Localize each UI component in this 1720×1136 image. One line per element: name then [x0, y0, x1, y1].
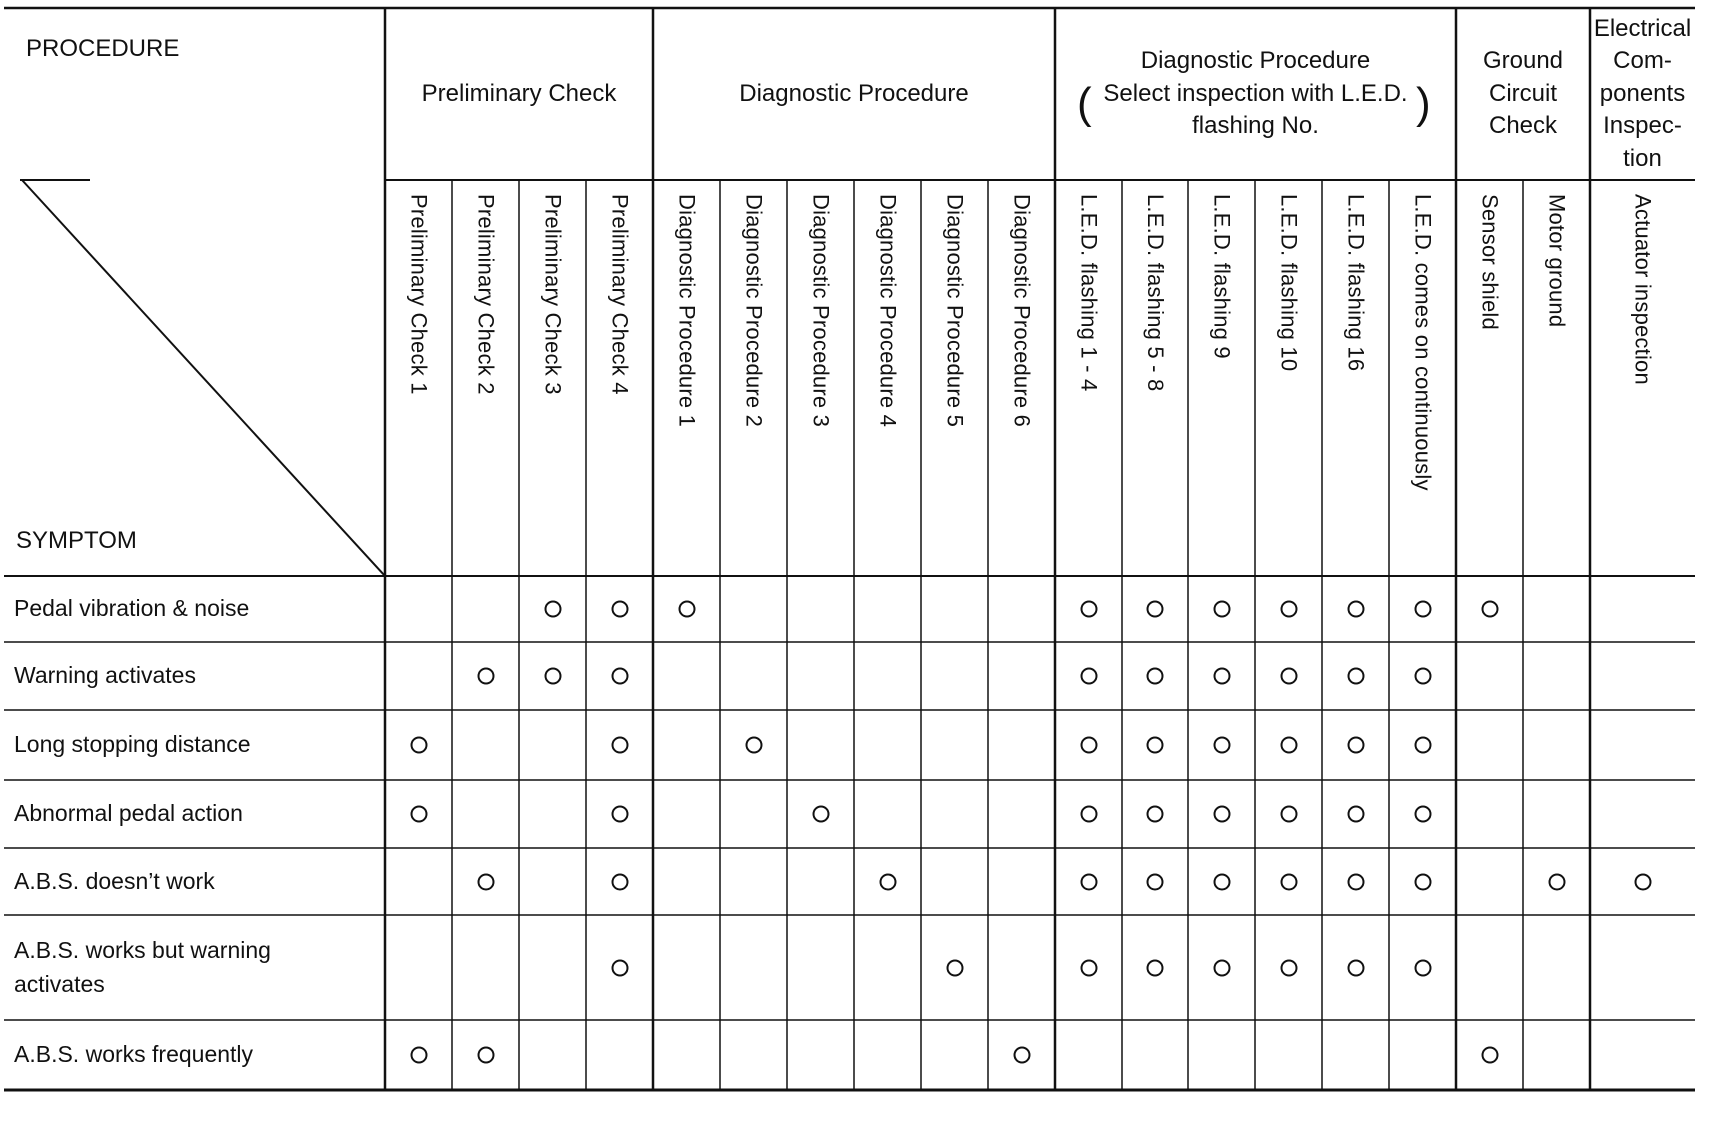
- check-circle-mark: [1080, 806, 1097, 823]
- column-header-5: [653, 180, 720, 576]
- check-circle-mark: [544, 668, 561, 685]
- column-header-label: L.E.D. flashing 10: [1276, 194, 1302, 372]
- check-circle-mark: [1013, 1047, 1030, 1064]
- check-circle-mark: [1347, 806, 1364, 823]
- check-circle-mark: [745, 737, 762, 754]
- group-header-2: Diagnostic Procedure: [739, 79, 969, 107]
- symptom-label: A.B.S. doesn’t work: [14, 867, 215, 894]
- check-circle-mark: [1280, 601, 1297, 618]
- column-header-label: Diagnostic Procedure 3: [808, 194, 834, 428]
- check-circle-mark: [1147, 737, 1164, 754]
- column-header-6: [720, 180, 787, 576]
- check-circle-mark: [611, 737, 628, 754]
- group-header-3: Diagnostic Procedure Select inspection with L.E.D. flashing No.: [1103, 47, 1408, 140]
- check-circle-mark: [1080, 737, 1097, 754]
- check-circle-mark: [1414, 806, 1431, 823]
- column-header-label: Motor ground: [1544, 194, 1570, 328]
- symptom-label: Warning activates: [14, 662, 196, 689]
- column-header-8: [854, 180, 921, 576]
- check-circle-mark: [477, 873, 494, 890]
- check-circle-mark: [1347, 737, 1364, 754]
- check-circle-mark: [678, 601, 695, 618]
- column-header-label: Actuator inspection: [1630, 194, 1656, 385]
- header-diagonal-line: [22, 180, 385, 576]
- symptom-header-label: SYMPTOM: [16, 527, 137, 554]
- check-circle-mark: [1213, 737, 1230, 754]
- symptom-label: Long stopping distance: [14, 731, 251, 758]
- check-circle-mark: [1481, 1047, 1498, 1064]
- check-circle-mark: [1147, 601, 1164, 618]
- check-circle-mark: [1280, 806, 1297, 823]
- column-header-3: [519, 180, 586, 576]
- column-header-14: [1255, 180, 1322, 576]
- column-header-label: L.E.D. comes on continuously: [1410, 194, 1436, 491]
- check-circle-mark: [1213, 806, 1230, 823]
- check-circle-mark: [879, 873, 896, 890]
- check-circle-mark: [611, 601, 628, 618]
- check-circle-mark: [1280, 873, 1297, 890]
- column-header-10: [988, 180, 1055, 576]
- check-circle-mark: [1347, 873, 1364, 890]
- check-circle-mark: [1548, 873, 1565, 890]
- column-header-12: [1122, 180, 1188, 576]
- check-circle-mark: [1147, 806, 1164, 823]
- check-circle-mark: [1080, 959, 1097, 976]
- column-header-13: [1188, 180, 1255, 576]
- check-circle-mark: [946, 959, 963, 976]
- check-circle-mark: [1147, 959, 1164, 976]
- check-circle-mark: [1213, 873, 1230, 890]
- column-header-11: [1055, 180, 1122, 576]
- check-circle-mark: [1414, 601, 1431, 618]
- column-header-label: Diagnostic Procedure 6: [1009, 194, 1035, 428]
- check-circle-mark: [1414, 737, 1431, 754]
- column-header-1: [385, 180, 452, 576]
- group-header-5: Electrical Com- ponents Inspec- tion: [1593, 15, 1692, 172]
- column-header-2: [452, 180, 519, 576]
- column-header-16: [1389, 180, 1456, 576]
- column-header-label: Preliminary Check 1: [406, 194, 432, 395]
- check-circle-mark: [1213, 668, 1230, 685]
- check-circle-mark: [1414, 959, 1431, 976]
- column-header-label: Sensor shield: [1477, 194, 1503, 330]
- symptom-label: A.B.S. works but warning activates: [14, 937, 271, 997]
- column-header-9: [921, 180, 988, 576]
- check-circle-mark: [1634, 873, 1651, 890]
- column-header-19: [1590, 180, 1695, 576]
- check-circle-mark: [611, 668, 628, 685]
- column-header-label: Preliminary Check 4: [607, 194, 633, 395]
- symptom-label: A.B.S. works frequently: [14, 1041, 254, 1068]
- symptom-label: Pedal vibration & noise: [14, 595, 250, 622]
- check-circle-mark: [1414, 873, 1431, 890]
- column-header-17: [1456, 180, 1523, 576]
- column-header-label: Diagnostic Procedure 4: [875, 194, 901, 428]
- column-header-15: [1322, 180, 1389, 576]
- check-circle-mark: [410, 1047, 427, 1064]
- check-circle-mark: [1347, 601, 1364, 618]
- check-circle-mark: [1347, 959, 1364, 976]
- check-circle-mark: [1213, 601, 1230, 618]
- column-header-7: [787, 180, 854, 576]
- column-header-label: Diagnostic Procedure 1: [674, 194, 700, 428]
- check-circle-mark: [544, 601, 561, 618]
- check-circle-mark: [410, 737, 427, 754]
- check-circle-mark: [1347, 668, 1364, 685]
- check-circle-mark: [1147, 668, 1164, 685]
- check-circle-mark: [611, 806, 628, 823]
- column-header-label: Diagnostic Procedure 2: [741, 194, 767, 428]
- check-circle-mark: [1481, 601, 1498, 618]
- check-circle-mark: [1213, 959, 1230, 976]
- group-header-1: Preliminary Check: [421, 79, 617, 107]
- check-circle-mark: [1080, 668, 1097, 685]
- column-header-label: L.E.D. flashing 9: [1209, 194, 1235, 359]
- symptom-label: Abnormal pedal action: [14, 800, 243, 827]
- column-header-label: Preliminary Check 3: [540, 194, 566, 395]
- check-circle-mark: [477, 668, 494, 685]
- check-circle-mark: [1414, 668, 1431, 685]
- check-circle-mark: [1147, 873, 1164, 890]
- left-parenthesis: (: [1077, 79, 1092, 128]
- column-header-label: L.E.D. flashing 1 - 4: [1076, 194, 1102, 392]
- check-circle-mark: [611, 959, 628, 976]
- check-circle-mark: [410, 806, 427, 823]
- check-circle-mark: [1280, 668, 1297, 685]
- check-circle-mark: [611, 873, 628, 890]
- column-header-label: Preliminary Check 2: [473, 194, 499, 395]
- right-parenthesis: ): [1416, 79, 1431, 128]
- check-circle-mark: [812, 806, 829, 823]
- column-header-label: Diagnostic Procedure 5: [942, 194, 968, 428]
- column-header-label: L.E.D. flashing 16: [1343, 194, 1369, 372]
- group-header-4: Ground Circuit Check: [1482, 47, 1564, 140]
- procedure-header-label: PROCEDURE: [26, 35, 180, 62]
- column-header-18: [1523, 180, 1590, 576]
- check-circle-mark: [1280, 959, 1297, 976]
- check-circle-mark: [1280, 737, 1297, 754]
- column-header-label: L.E.D. flashing 5 - 8: [1143, 194, 1168, 392]
- check-circle-mark: [1080, 873, 1097, 890]
- check-circle-mark: [1080, 601, 1097, 618]
- column-header-4: [586, 180, 653, 576]
- check-circle-mark: [477, 1047, 494, 1064]
